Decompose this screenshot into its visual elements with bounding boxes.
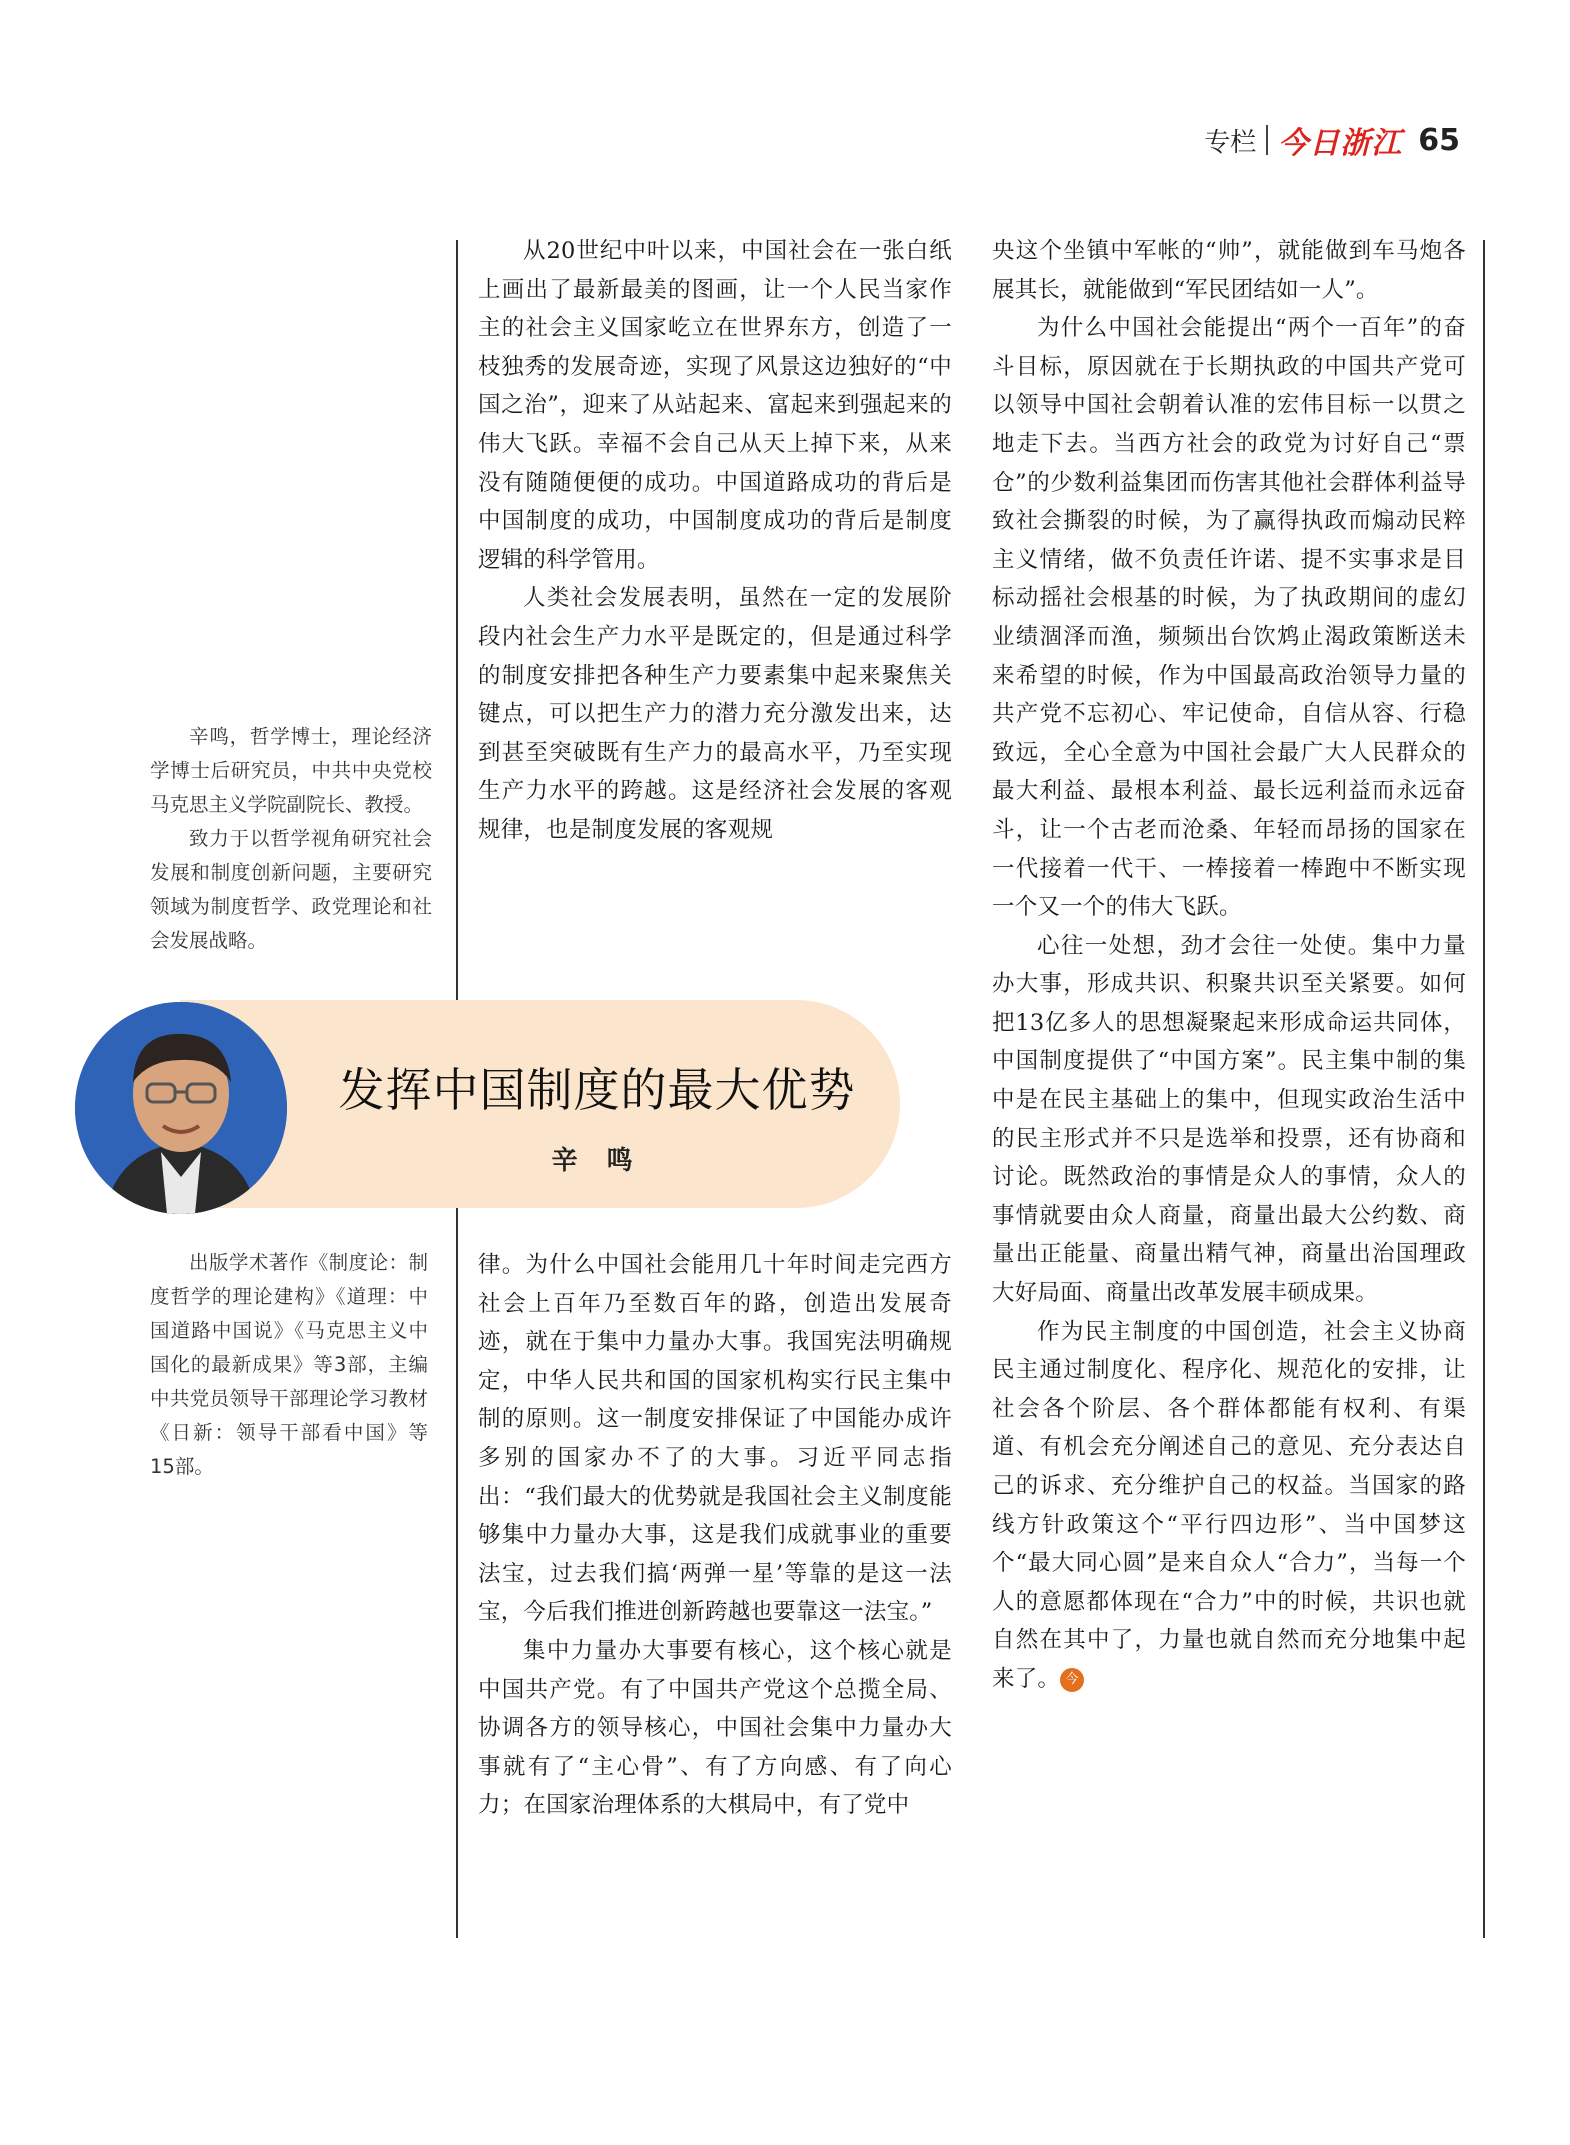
column-rule-left-lower — [456, 1208, 458, 1938]
body-paragraph: 央这个坐镇中军帐的“帅”，就能做到车马炮各展其长，就能做到“军民团结如一人”。 — [992, 238, 1466, 303]
end-mark-icon: 今 — [1060, 1668, 1084, 1692]
section-label: 专栏 — [1204, 127, 1257, 158]
author-photo — [75, 1002, 287, 1214]
body-paragraph: 律。为什么中国社会能用几十年时间走完西方社会上百年乃至数百年的路，创造出发展奇迹，就在于集中力量办大事。我国宪法明确规定，中华人民共和国的国家机构实行民主集中制的原则。这一制度安排保证了中国能办成许多别的国家办不了的大事。习近平同志指出：“我们最大的优势就是我国社会主义制度能够集中力量办大事，这是我们成就事业的重要法宝，过去我们搞‘两弹一星’等靠的是这一法宝，今后我们推进创新跨越也要靠这一法宝。” — [478, 1252, 952, 1626]
body-paragraph: 人类社会发展表明，虽然在一定的发展阶段内社会生产力水平是既定的，但是通过科学的制度安排把各种生产力要素集中起来聚焦关键点，可以把生产力的潜力充分激发出来，达到甚至突破既有生产力的最高水平，乃至实现生产力水平的跨越。这是经济社会发展的客观规律，也是制度发展的客观规 — [478, 585, 952, 843]
article-column-3 — [992, 232, 1466, 1699]
column-rule-left-upper — [456, 240, 458, 1000]
article-column-2 — [478, 1246, 952, 1825]
header-divider — [1266, 125, 1268, 155]
body-paragraph: 集中力量办大事要有核心，这个核心就是中国共产党。有了中国共产党这个总揽全局、协调各方的领导核心，中国社会集中力量办大事就有了“主心骨”、有了方向感、有了向心力；在国家治理体系的大棋局中，有了党中 — [478, 1637, 952, 1819]
bio-paragraph: 致力于以哲学视角研究社会发展和制度创新问题，主要研究领域为制度哲学、政党理论和社会发展战略。 — [150, 827, 432, 952]
article-title: 发挥中国制度的最大优势 — [338, 1063, 856, 1117]
magazine-logo: 今日浙江 — [1278, 126, 1403, 161]
bio-paragraph: 辛鸣，哲学博士，理论经济学博士后研究员，中共中央党校马克思主义学院副院长、教授。 — [150, 725, 432, 816]
author-portrait-icon — [75, 1002, 287, 1214]
page-header — [1204, 118, 1460, 162]
column-rule-right — [1483, 240, 1485, 1938]
body-paragraph: 为什么中国社会能提出“两个一百年”的奋斗目标，原因就在于长期执政的中国共产党可以领导中国社会朝着认准的宏伟目标一以贯之地走下去。当西方社会的政党为讨好自己“票仓”的少数利益集团而伤害其他社会群体利益导致社会撕裂的时候，为了赢得执政而煽动民粹主义情绪，做不负责任许诺、提不实事求是目标动摇社会根基的时候，为了执政期间的虚幻业绩涸泽而渔，频频出台饮鸩止渴政策断送未来希望的时候，作为中国最高政治领导力量的共产党不忘初心、牢记使命，自信从容、行稳致远，全心全意为中国社会最广大人民群众的最大利益、最根本利益、最长远利益而永远奋斗，让一个古老而沧桑、年轻而昂扬的国家在一代接着一代干、一棒接着一棒跑中不断实现一个又一个的伟大飞跃。 — [992, 315, 1466, 921]
article-author: 辛 鸣 — [551, 1146, 643, 1176]
page-number: 65 — [1418, 122, 1460, 158]
works-paragraph: 出版学术著作《制度论：制度哲学的理论建构》《道理：中国道路中国说》《马克思主义中国化的最新成果》等3部，主编中共党员领导干部理论学习教材《日新：领导干部看中国》等15部。 — [150, 1251, 428, 1478]
article-column-1 — [478, 232, 952, 850]
body-paragraph: 从20世纪中叶以来，中国社会在一张白纸上画出了最新最美的图画，让一个人民当家作主的社会主义国家屹立在世界东方，创造了一枝独秀的发展奇迹，实现了风景这边独好的“中国之治”，迎来了从站起来、富起来到强起来的伟大飞跃。幸福不会自己从天上掉下来，从来没有随随便便的成功。中国道路成功的背后是中国制度的成功，中国制度成功的背后是制度逻辑的科学管用。 — [478, 238, 952, 573]
author-bio — [150, 720, 432, 958]
author-works — [150, 1246, 428, 1484]
body-paragraph: 心往一处想，劲才会往一处使。集中力量办大事，形成共识、积聚共识至关紧要。如何把13亿多人的思想凝聚起来形成命运共同体，中国制度提供了“中国方案”。民主集中制的集中是在民主基础上的集中，但现实政治生活中的民主形式并不只是选举和投票，还有协商和讨论。既然政治的事情是众人的事情，众人的事情就要由众人商量，商量出最大公约数、商量出正能量、商量出精气神，商量出治国理政大好局面、商量出改革发展丰硕成果。 — [992, 932, 1466, 1307]
last-paragraph-text: 作为民主制度的中国创造，社会主义协商民主通过制度化、程序化、规范化的安排，让社会各个阶层、各个群体都能有权利、有渠道、有机会充分阐述自己的意见、充分表达自己的诉求、充分维护自己的权益。当国家的路线方针政策这个“平行四边形”、当中国梦这个“最大同心圆”是来自众人“合力”，当每一个人的意愿都体现在“合力”中的时候，共识也就自然在其中了，力量也就自然而充分地集中起来了。 — [992, 1318, 1466, 1692]
body-paragraph — [992, 1313, 1466, 1699]
